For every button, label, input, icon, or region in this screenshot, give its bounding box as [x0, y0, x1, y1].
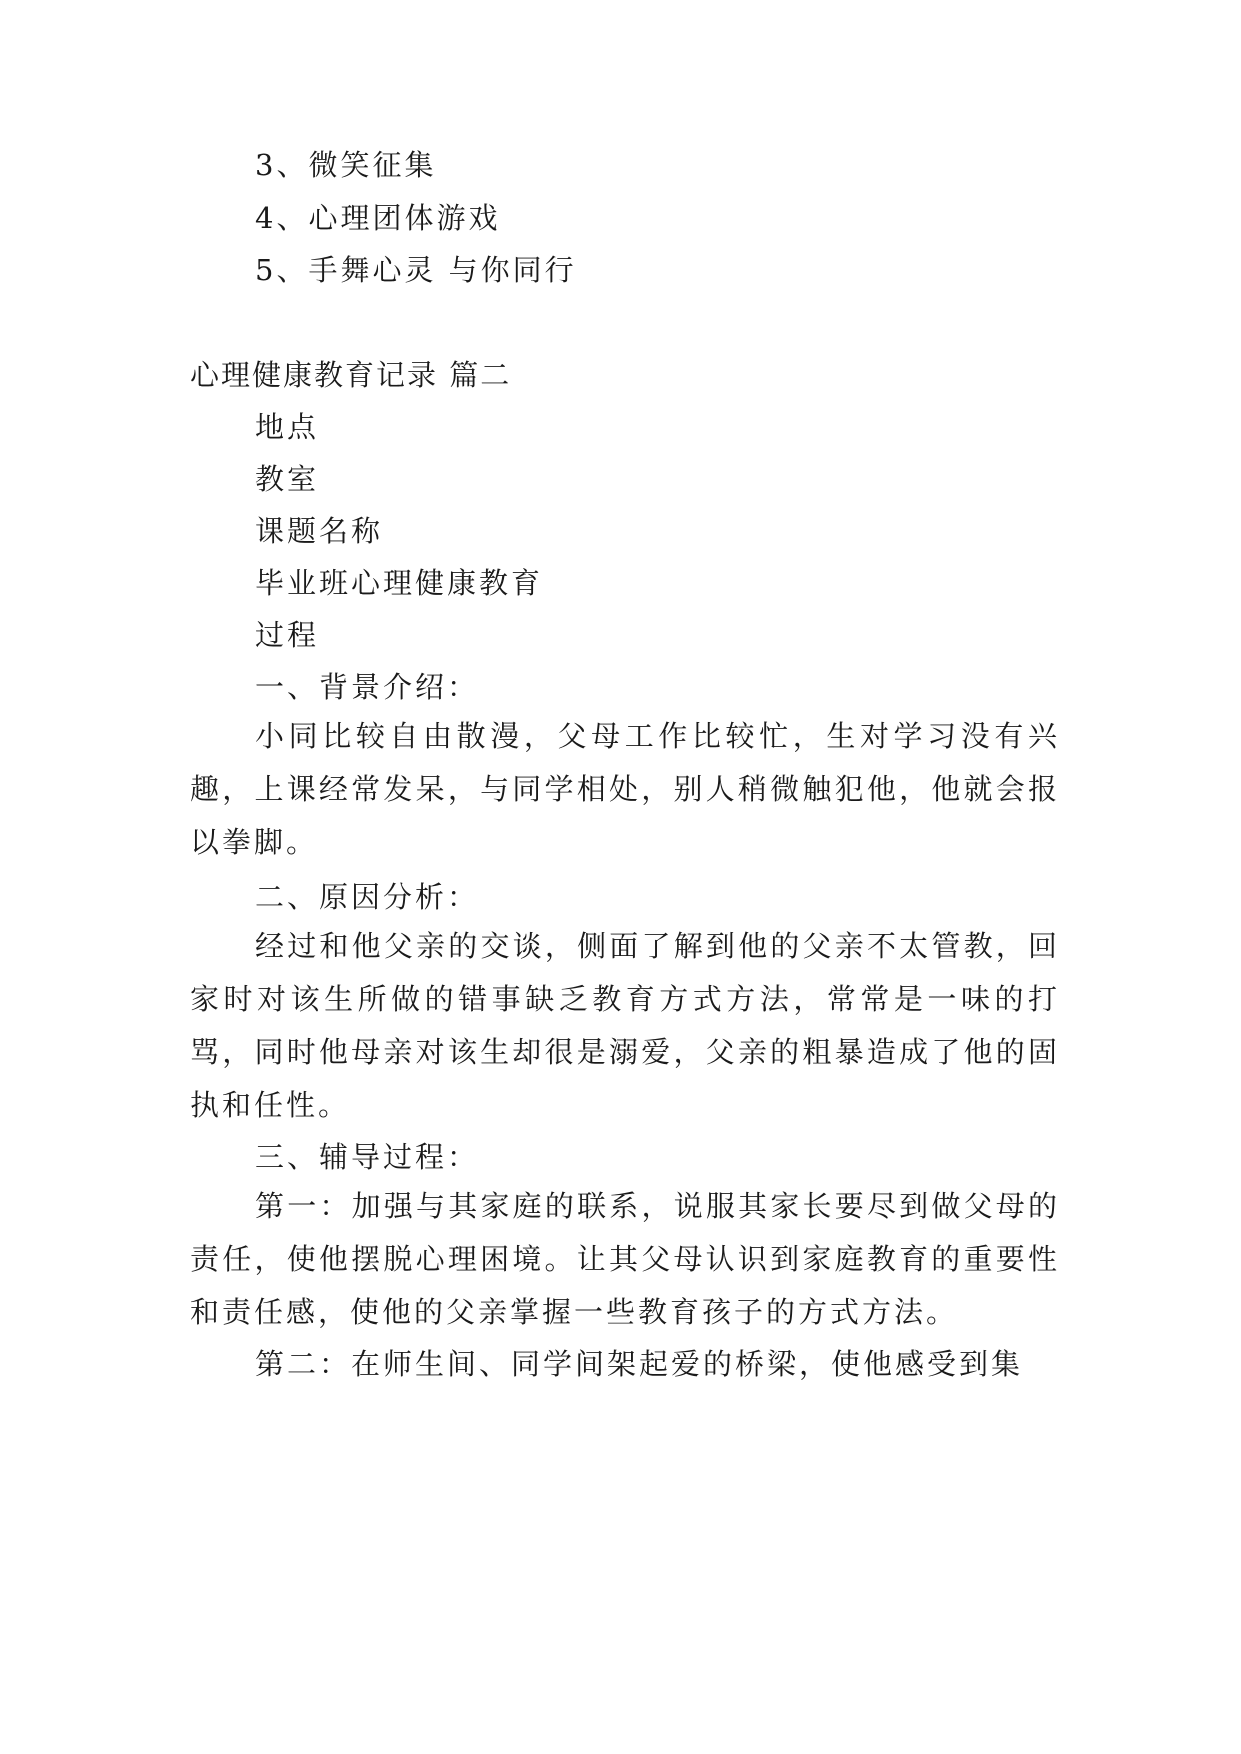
section-body-background: 小同比较自由散漫，父母工作比较忙，生对学习没有兴趣，上课经常发呆，与同学相处，别人稍微触犯他，他就会报以拳脚。	[190, 719, 1060, 859]
list-item: 3、微笑征集	[255, 148, 437, 182]
section-heading-cause: 二、原因分析：	[255, 880, 480, 914]
section-body-cause: 经过和他父亲的交谈，侧面了解到他的父亲不太管教，回家时对该生所做的错事缺乏教育方式方法，常常是一味的打骂，同时他母亲对该生却很是溺爱，父亲的粗暴造成了他的固执和任性。	[190, 929, 1060, 1122]
section-body-process-second: 第二：在师生间、同学间架起爱的桥梁，使他感受到集	[255, 1347, 1024, 1381]
topic-value: 毕业班心理健康教育	[255, 566, 544, 600]
list-item: 5、手舞心灵 与你同行	[255, 253, 577, 287]
section-title: 心理健康教育记录 篇二	[190, 358, 512, 392]
list-item: 4、心理团体游戏	[255, 201, 501, 235]
location-label: 地点	[255, 410, 320, 444]
section-heading-background: 一、背景介绍：	[255, 670, 480, 704]
section-body-process-first: 第一：加强与其家庭的联系，说服其家长要尽到做父母的责任，使他摆脱心理困境。让其父母认识到家庭教育的重要性和责任感，使他的父亲掌握一些教育孩子的方式方法。	[190, 1189, 1060, 1329]
process-label: 过程	[255, 618, 320, 652]
location-value: 教室	[255, 462, 320, 496]
topic-label: 课题名称	[255, 514, 384, 548]
section-heading-process: 三、辅导过程：	[255, 1140, 480, 1174]
